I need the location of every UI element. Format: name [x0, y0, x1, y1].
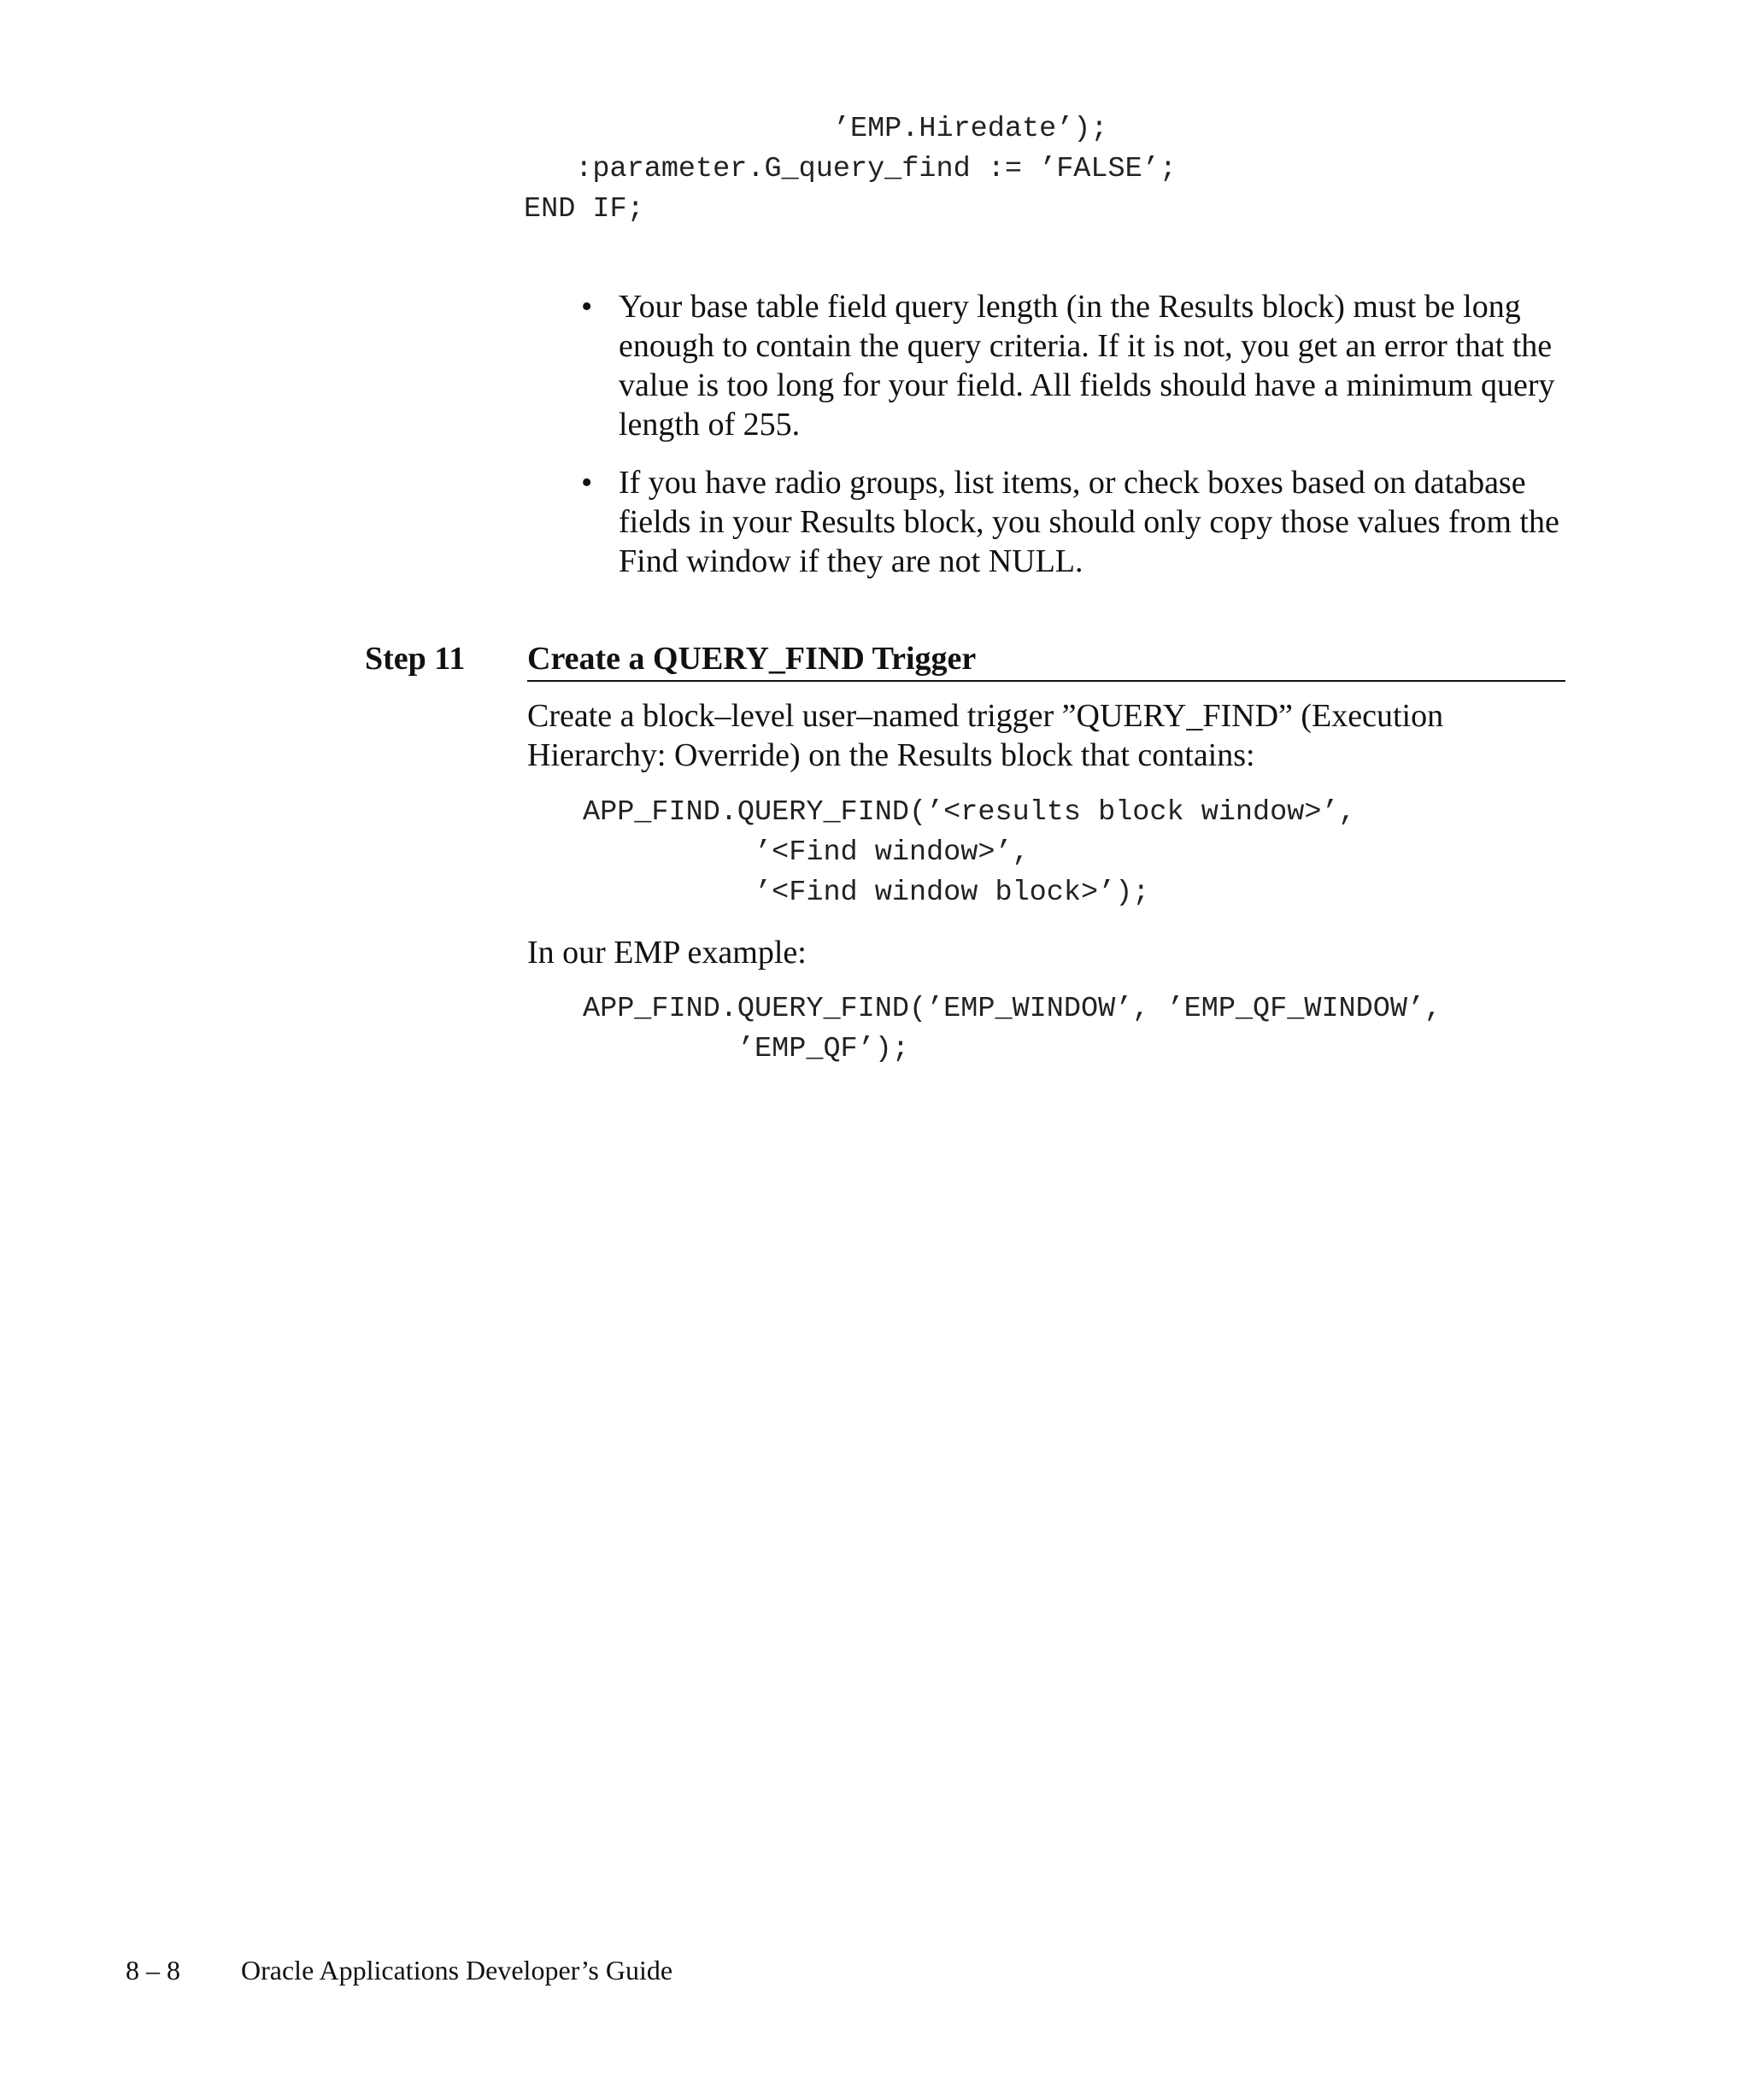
step-title: Create a QUERY_FIND Trigger — [527, 639, 1565, 682]
code-line: APP_FIND.QUERY_FIND(’EMP_WINDOW’, ’EMP_QF_WINDOW’, — [583, 993, 1442, 1025]
code-block-example — [583, 989, 1442, 1070]
code-line: ’<Find window>’, — [583, 836, 1030, 869]
notes-bullet-list — [581, 287, 1564, 600]
example-intro: In our EMP example: — [527, 935, 807, 971]
bullet-icon: • — [581, 465, 593, 501]
code-line: :parameter.G_query_find := ’FALSE’; — [524, 153, 1177, 185]
step-label: Step 11 — [365, 641, 466, 677]
bullet-icon: • — [581, 289, 593, 325]
code-block-end-if — [524, 109, 1177, 230]
code-block-generic — [583, 793, 1356, 913]
code-line: ’<Find window block>’); — [583, 877, 1150, 909]
bullet-text: Your base table field query length (in the Results block) must be long enough to contain the query criteria. If it is not, you get an error that the value is too long for your field. All fields should have a minimum query length of 255. — [619, 289, 1555, 443]
footer-book-title: Oracle Applications Developer’s Guide — [241, 1955, 673, 1986]
list-item — [581, 463, 1564, 581]
code-line: END IF; — [524, 193, 644, 226]
code-line: APP_FIND.QUERY_FIND(’<results block window>’, — [583, 796, 1356, 829]
list-item — [581, 287, 1564, 444]
footer-page-number: 8 – 8 — [126, 1955, 180, 1986]
bullet-text: If you have radio groups, list items, or check boxes based on database fields in your Results block, you should only copy those values from the Find window if they are not NULL. — [619, 465, 1559, 579]
code-line: ’EMP.Hiredate’); — [524, 113, 1108, 145]
step-description: Create a block–level user–named trigger ”QUERY_FIND” (Execution Hierarchy: Override) on the Results block that contains: — [527, 698, 1444, 773]
code-line: ’EMP_QF’); — [583, 1033, 909, 1065]
